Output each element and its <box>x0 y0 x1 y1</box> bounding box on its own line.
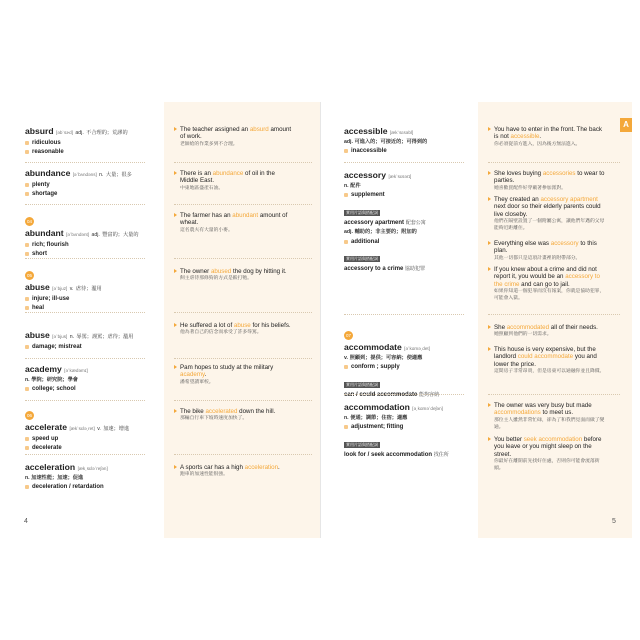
example-abundant: The farmer has an abundant amount of wheat. 這名農夫有大量的小麥。 <box>174 212 292 234</box>
entry-absurd: absurd [əb`sɝd] adj. 不合理的；荒謬的 ridiculous reasonable <box>25 126 128 156</box>
entry-accelerate: 06 accelerate [æk`sɛlə͵ret] v. 加速；增進 speed up decelerate <box>25 413 130 452</box>
headword: accommodate <box>344 342 402 352</box>
example-accessories: She loves buying accessories to wear to parties. 她喜歡買配件好穿戴著參加派對。 <box>488 170 606 192</box>
entry-abuse-noun: abuse [ə`bjus] n. 辱罵；謾罵；虐待；濫用 damage; mistreat <box>25 330 134 350</box>
entry-number: 04 <box>26 219 32 224</box>
example-abuse-verb: The owner abused the dog by hitting it. 飼主虐待那條狗的方式是毆打牠。 <box>174 268 292 282</box>
entry-academy: academy [ə`kædəmɪ] n. 學院；研究院；學會 college; school <box>25 364 88 393</box>
entry-abuse-verb: 05 abuse [ə`bjuz] v. 虐待；濫用 injure; ill-use heal <box>25 273 102 312</box>
headword: abundant <box>25 228 64 238</box>
example-accessory-to-crime: If you knew about a crime and did not report it, you would be an accessory to the crime and can go to jail. 如果你知道一個犯罪而沒有報案，你就是協助犯罪，可能會入獄。 <box>488 266 606 302</box>
entry-accessible: accessible [æk`sɛsəbl] adj. 可進入的；可接近的；可得到的 inaccessible <box>344 126 428 155</box>
page-number-left: 4 <box>24 518 28 525</box>
headword: academy <box>25 364 62 374</box>
headword: abuse <box>25 282 50 292</box>
headword: accommodation <box>344 402 410 412</box>
example-abuse-noun: He suffered a lot of abuse for his beliefs. 他為著自己的信念而承受了許多辱罵。 <box>174 322 292 336</box>
headword: accelerate <box>25 422 68 432</box>
example-accommodations: The owner was very busy but made accommodations to meet us. 那位主人雖然非常忙碌，卻為了和我們見面而做了變通。 <box>488 402 606 431</box>
example-academy: Pam hopes to study at the military academy. 潘希望讀軍校。 <box>174 364 292 386</box>
entry-abundant: 04 abundant [ə`bʌndənt] adj. 豐富的；大量的 rich; flourish short <box>25 219 139 258</box>
entry-accommodation: accommodation [ə͵kɑmə`deʃən] n. 便通；調節；住宿；適應 adjustment; fitting 實用片語與搭配詞 look for / seek accommodation 找住所 <box>344 402 449 458</box>
phrase-badge: 實用片語與搭配詞 <box>346 381 378 387</box>
headword: accessory <box>344 170 387 180</box>
entry-number: 07 <box>345 333 351 338</box>
headword: abundance <box>25 168 71 178</box>
left-page <box>18 102 321 538</box>
entry-number: 06 <box>26 413 32 418</box>
headword: accessible <box>344 126 388 136</box>
entry-acceleration: acceleration [æk͵sɛlə`reʃən] n. 加速性能；加速；促進 deceleration / retardation <box>25 462 108 491</box>
example-acceleration: A sports car has a high acceleration. 跑車的加速性能很強。 <box>174 464 292 478</box>
entry-accessory: accessory [æk`sɛsərɪ] n. 配件 supplement 實用片語與搭配詞 accessory apartment 配套公寓 adj. 輔助的；非主要的；附加的 additional 實用片語與搭配詞 accessory to a crime 協助犯罪 <box>344 170 426 273</box>
example-accommodated: She accommodated all of their needs. 她照顧到他們的一切需求。 <box>488 324 606 338</box>
right-page <box>330 102 632 538</box>
example-accelerate: The bike accelerated down the hill. 那輛自行車下坡時速度加快了。 <box>174 408 292 422</box>
alphabet-tab: A <box>620 118 632 132</box>
example-accessory: Everything else was accessory to this plan. 其他一切都只是這項計畫裡的附帶部分。 <box>488 240 606 262</box>
entry-number: 05 <box>26 273 32 278</box>
entry-abundance: abundance [ə`bʌndəns] n. 大量；很多 plenty shortage <box>25 168 132 198</box>
phrase-badge: 實用片語與搭配詞 <box>346 441 378 447</box>
example-could-accommodate: This house is very expensive, but the landlord could accommodate you and lower the price. 這間房子非常昂貴，但是房東可以通融你並且降價。 <box>488 346 606 375</box>
headword: abuse <box>25 330 50 340</box>
example-abundance: There is an abundance of oil in the Middle East. 中東地區盛產石油。 <box>174 170 292 192</box>
page-number-right: 5 <box>612 518 616 525</box>
phrase-badge: 實用片語與搭配詞 <box>346 256 378 262</box>
example-absurd: The teacher assigned an absurd amount of work. 老師給的作業多到不合理。 <box>174 126 292 148</box>
headword: acceleration <box>25 462 76 472</box>
examples-panel-right <box>478 102 632 538</box>
example-accessory-apartment: They created an accessory apartment next door so their elderly parents could live closeby. 他們在隔壁設置了一個附屬公寓，讓他們年邁的父母能夠近距離住。 <box>488 196 606 232</box>
headword: absurd <box>25 126 54 136</box>
example-accessible: You have to enter in the front. The back is not accessible. 你必須從前方進入，因為後方無法進入。 <box>488 126 606 148</box>
entry-accommodate: 07 accommodate [ə`kɑmə͵det] v. 照顧到；提供；可容納；使適應 conform ; supply 實用片語與搭配詞 can / could accommodate 能夠容納 <box>344 333 440 398</box>
example-seek-accommodation: You better seek accommodation before you leave or you might sleep on the street. 你最好在離開前先找好住處，否則你可能會流落街頭。 <box>488 436 606 472</box>
phrase-badge: 實用片語與搭配詞 <box>346 209 378 215</box>
